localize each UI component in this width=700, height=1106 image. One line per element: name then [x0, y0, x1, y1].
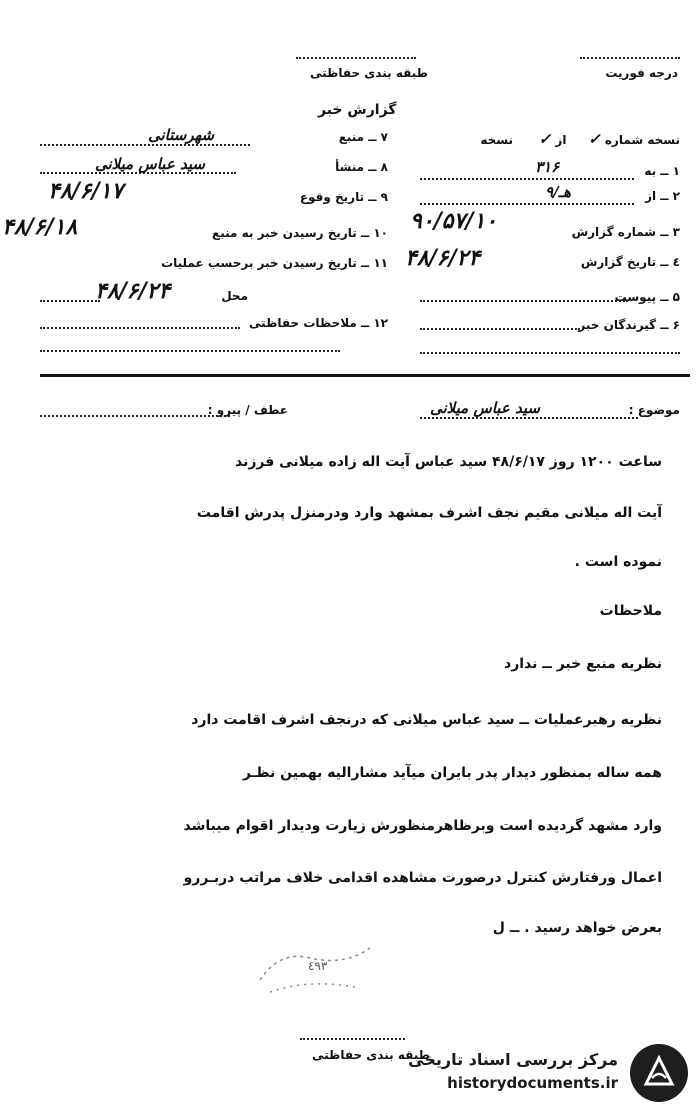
ref-label: عطف / پیرو: [216, 403, 288, 417]
ops-line-2: همه ساله بمنظور دیدار پدر بایران میآید مشارالیه بهمین نظـر: [242, 765, 662, 781]
subject-value: سید عباس میلانی: [430, 399, 540, 417]
ops-line-3: وارد مشهد گردیده است وبرظاهرمنظورش زیارت ودیدار اقوام میباشد: [183, 818, 662, 834]
field-1: [644, 164, 680, 178]
ops-line-5: بعرض خواهد رسید . ــ ل: [492, 920, 662, 936]
field-5-label: ۵ ــ پیوست: [614, 290, 680, 304]
field-6: [578, 318, 680, 332]
field-1-label: ۱ ــ به: [644, 164, 680, 178]
body-line-3: نموده است .: [574, 554, 662, 570]
left-extra-dots: [40, 350, 340, 352]
copy-number: ✓: [588, 130, 601, 148]
field-11: [161, 256, 388, 270]
field-7-value: شهرستانی: [148, 126, 215, 144]
footer-dots: [300, 1038, 405, 1040]
field-7-label: ۷ ــ منبع: [338, 130, 388, 144]
classification-bottom: طبقه بندی حفاظتی: [312, 1048, 430, 1062]
field-11-label: ۱۱ ــ تاریخ رسیدن خبر برحسب عملیات: [161, 256, 388, 270]
field-1-dots: [420, 178, 634, 180]
field-8: [335, 160, 388, 174]
body-line-1: ساعت ۱۲۰۰ روز ۴۸/۶/۱۷ سید عباس آیت اله زاده میلانی فرزند: [235, 454, 662, 470]
page-title: گزارش خبر: [318, 102, 397, 118]
archive-logo-icon: [630, 1044, 688, 1102]
field-11-dots: [40, 300, 100, 302]
field-11-value: ۴۸/۶/۲۴: [95, 278, 171, 304]
field-10-value: ۴۸/۶/۱۸: [2, 214, 78, 240]
field-4-label: ٤ ــ تاریخ گزارش: [580, 255, 680, 269]
field-2-label: ۲ ــ از: [645, 189, 680, 203]
field-8-label: ۸ ــ منشأ: [335, 160, 388, 174]
field-9-value: ۴۸/۶/۱۷: [48, 178, 124, 204]
subject-line: موضوع :: [628, 403, 680, 417]
field-10: [212, 226, 388, 240]
copy-total: ✓: [538, 130, 552, 148]
stamp-mark: [250, 930, 380, 1000]
ops-line-4: اعمال ورفتارش کنترل درصورت مشاهده اقدامی خلاف مراتب دربـررو: [183, 870, 662, 886]
field-9-label: ۹ ــ تاریخ وقوع: [299, 190, 388, 204]
field-3: [572, 225, 680, 239]
field-1-value: ۳۱۶: [535, 158, 560, 176]
copy-label: نسخه شماره: [604, 133, 680, 147]
field-8-dots: [40, 172, 236, 174]
field-3-label: ۳ ــ شماره گزارش: [571, 225, 680, 239]
field-7-dots: [40, 144, 250, 146]
field-4: [581, 255, 680, 269]
field-5-dots: [420, 300, 628, 302]
field-7: [339, 130, 388, 144]
field-8-value: سید عباس میلانی: [95, 155, 205, 173]
urgency-label: درجه فوریت: [605, 66, 678, 80]
field-4-value: ۴۸/۶/۲۴: [405, 245, 481, 271]
field-6-label: ۶ ــ گیرندگان خبر: [578, 318, 680, 332]
watermark-url: historydocuments.ir: [447, 1074, 618, 1092]
watermark-title: مرکز بررسی اسناد تاریخی: [408, 1050, 618, 1069]
field-10-label: ۱۰ ــ تاریخ رسیدن خبر به منبع: [212, 226, 388, 240]
right-extra-dots: [420, 352, 680, 354]
classification-top-dots: [296, 57, 416, 59]
ref-dots: [40, 415, 230, 417]
field-2-dots: [420, 203, 634, 205]
subject-label: موضوع: [637, 403, 680, 417]
header-separator: [40, 374, 690, 377]
remarks-heading: ملاحظات: [599, 603, 662, 619]
svg-text:٤٩٣: ٤٩٣: [308, 959, 328, 973]
ops-line-1: نظریه رهبرعملیات ــ سید عباس میلانی که درنجف اشرف اقامت دارد: [191, 712, 662, 728]
copy-line: [480, 130, 680, 148]
urgency-dots: [580, 57, 680, 59]
body-line-2: آیت اله میلانی مقیم نجف اشرف بمشهد وارد ودرمنزل پدرش اقامت: [196, 505, 662, 521]
field-6-dots: [420, 328, 580, 330]
subject-dots: [420, 417, 638, 419]
field-3-value: ۹۰/۵۷/۱۰: [410, 208, 497, 234]
field-11-place: [221, 289, 248, 303]
classification-top: طبقه بندی حفاظتی: [310, 66, 428, 80]
field-12-label: ۱۲ ــ ملاحظات حفاظتی: [249, 316, 388, 330]
source-opinion: نظریه منبع خبر ــ ندارد: [504, 656, 662, 672]
copy-suffix: نسخه: [480, 133, 514, 147]
field-12-dots: [40, 327, 240, 329]
field-2-value: ۹/هـ: [545, 183, 571, 201]
ref-line: عطف / پیرو :: [207, 403, 288, 417]
field-9: [300, 190, 388, 204]
copy-from: از: [555, 133, 567, 147]
field-11-place-label: محل: [221, 289, 248, 303]
field-12: [249, 316, 388, 330]
field-2: [645, 189, 680, 203]
